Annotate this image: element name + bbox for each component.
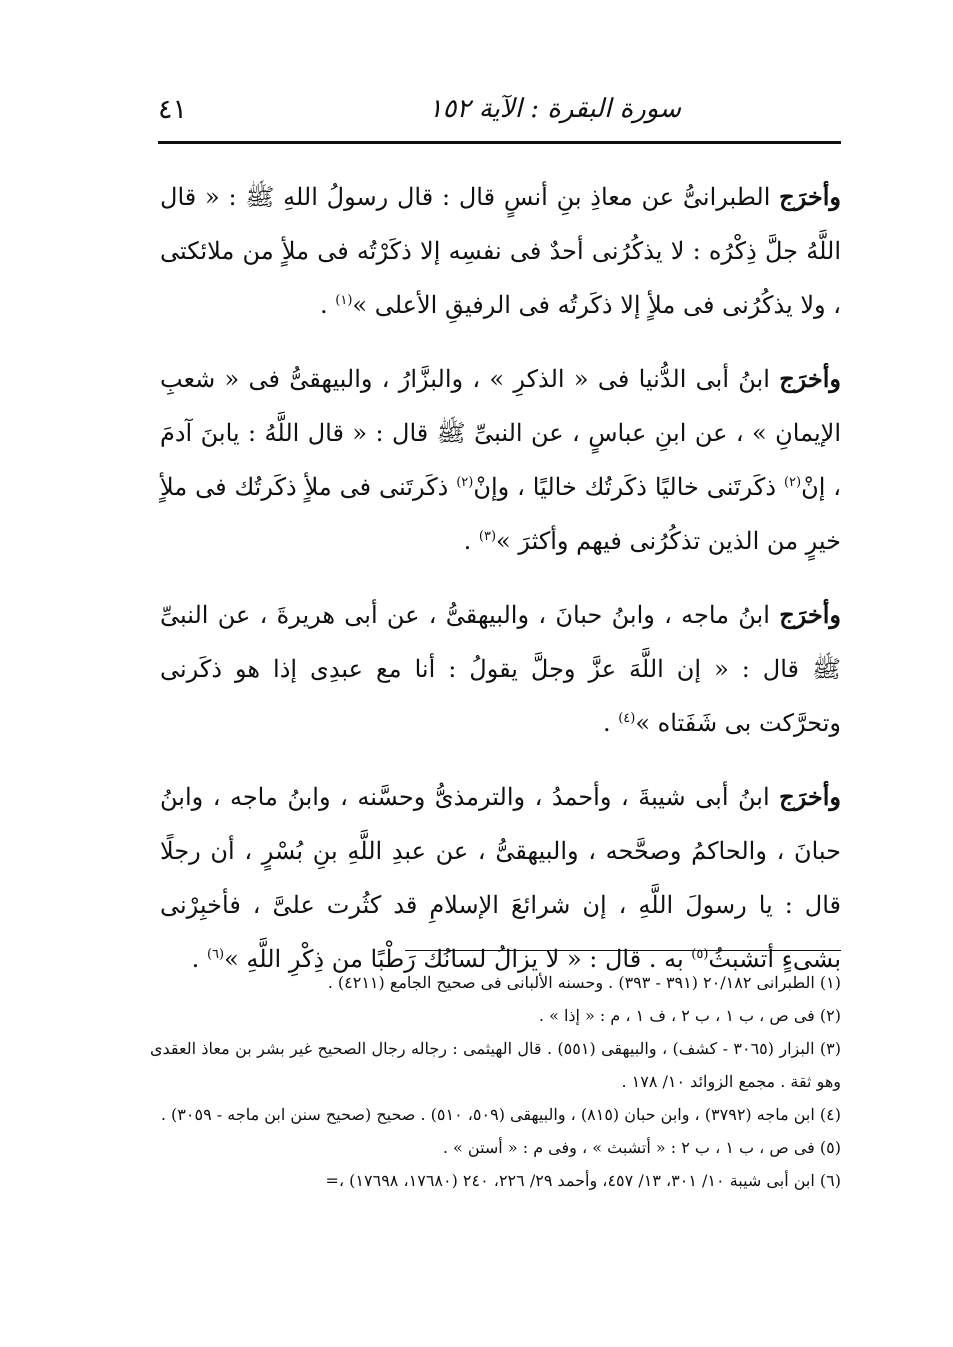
paragraph-lead: وأخرَج [779,782,841,811]
footnote-ref: (٤) [618,711,636,726]
footnote-rule [405,950,841,951]
paragraph-text: به . قال : « لا يزالُ لسانُك رَطْبًا من ذِكْرِ اللَّهِ » [224,945,692,973]
paragraph-3 [160,588,841,750]
header-rule [158,141,841,144]
paragraph-2 [160,352,841,568]
paragraph-text: ذكَرتَنى فى ملأٍ ذكَرتُك فى ملأٍ خيرٍ من الذين تذكُرُنى فيهم وأكثرَ » [160,473,841,555]
footnote-ref: (٥) [691,947,709,962]
paragraph-end: . [463,527,479,555]
footnote-1: (١) الطبرانى ٢٠/١٨٢ (٣٩١ - ٣٩٣) . وحسنه الألبانى فى صحيح الجامع (٤٢١١) . [327,973,841,992]
footnote-5: (٥) فى ص ، ب ١ ، ب ٢ : « أتشبث » ، وفى م : « أستن » . [442,1138,841,1157]
paragraph-end: . [602,709,619,737]
paragraph-end: . [320,291,336,319]
page-header [158,84,841,144]
paragraph-lead: وأخرَج [779,182,841,211]
footnote-ref: (٣) [478,529,497,544]
footnote-ref: (٢) [783,475,802,490]
footnote-6: (٦) ابن أبى شيبة ١٠/ ٣٠١، ١٣/ ٤٥٧، وأحمد ٢٩/ ٢٢٦، ٢٤٠ (١٧٦٨٠، ١٧٦٩٨) ،= [325,1171,841,1190]
paragraph-text: ابنُ أبى الدُّنيا فى « الذكرِ » ، والبزَّارُ ، والبيهقىُّ فى « شعبِ الإيمانِ » ، عن ابنِ عباسٍ ، عن النبىِّ ﷺ قال : « قال اللَّهُ : يابنَ آدمَ ، إنْ [160,365,842,501]
paragraph-text: ابنُ ماجه ، وابنُ حبانَ ، والبيهقىُّ ، عن أبى هريرةَ ، عن النبىِّ ﷺ قال : « إن اللَّهَ عزَّ وجلَّ يقولُ : أنا مع عبدِى إذا هو ذكَرنى وتحرَّكت بى شَفَتاه » [160,601,841,737]
paragraph-lead: وأخرَج [779,364,842,393]
page-number: ٤١ [158,94,188,125]
footnote-ref: (٦) [206,947,225,962]
paragraph-text: الطبرانىُّ عن معاذِ بنِ أنسٍ قال : قال رسولُ اللهِ ﷺ : « قال اللَّهُ جلَّ ذِكْرُه : لا يذكُرُنى أحدٌ فى نفسِه إلا ذكَرْتُه فى ملأٍ من ملائكتى ، ولا يذكُرُنى فى ملأٍ إلا ذكَرتُه فى الرفيقِ الأعلى » [160,183,841,319]
footnote-3: (٣) البزار (٣٠٦٥ - كشف) ، والبيهقى (٥٥١) . قال الهيثمى : رجاله رجال الصحيح غير بشر بن معاذ العقدى وهو ثقة . مجمع الزوائد ١٠/ ١٧٨ . [150,1039,841,1091]
running-title: سورة البقرة : الآية ١٥٢ [428,94,681,124]
paragraph-lead: وأخرَج [779,600,842,629]
footnote-ref: (١) [335,293,353,308]
paragraph-4 [160,770,841,986]
paragraph-end: . [191,945,207,973]
paragraph-1 [160,170,841,332]
main-text [160,170,841,1006]
footnote-2: (٢) فى ص ، ب ١ ، ب ٢ ، ف ١ ، م : « إذا » . [538,1006,841,1025]
footnote-4: (٤) ابن ماجه (٣٧٩٢) ، وابن حبان (٨١٥) ، والبيهقى (٥٠٩، ٥١٠) . صحيح (صحيح سنن ابن ماجه - ٣٠٥٩) . [160,1105,841,1124]
paragraph-text: ذكَرتَنى خاليًا ذكَرتُك خاليًا ، وإنْ [473,473,784,501]
footnote-ref: (٢) [456,475,474,490]
paragraph-text: ابنُ أبى شيبةَ ، وأحمدُ ، والترمذىُّ وحسَّنه ، وابنُ ماجه ، وابنُ حبانَ ، والحاكمُ وصحَّحه ، والبيهقىُّ ، عن عبدِ اللَّهِ بنِ بُسْرٍ ، أن رجلًا قال : يا رسولَ اللَّهِ ، إن شرائعَ الإسلامِ قد كثُرت علىَّ ، فأخبِرْنى بشىءٍ أتشبثُ [160,783,841,973]
footnotes [150,966,841,1197]
